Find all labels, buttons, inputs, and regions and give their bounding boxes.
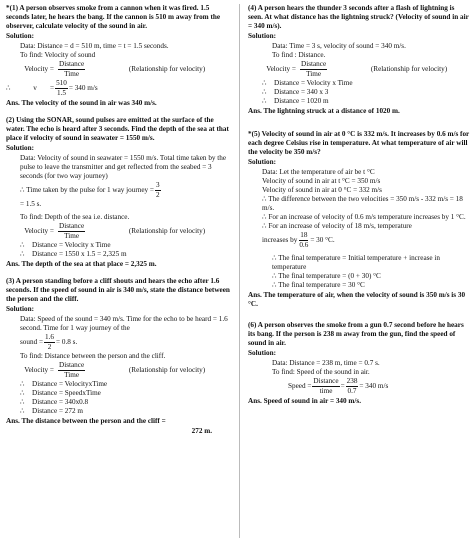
question-5 — [248, 130, 470, 309]
q5-line-4: ∴ The difference between the two velocities = 350 m/s - 332 m/s = 18 m/s. — [262, 195, 463, 212]
q1-to-find: To find: Velocity of sound — [20, 51, 96, 59]
q6-speed-calculation: Speed = $\frac{\text{Distance}}{\text{time}}$ = $\frac{238}{0.7}$ = 340 m/s — [288, 377, 389, 395]
relationship-note: (Relationship for velocity) — [128, 65, 206, 73]
right-column — [248, 4, 470, 406]
relationship-note: (Relationship for velocity) — [128, 227, 206, 235]
q4-answer: Ans. The lightning struck at a distance of 1020 m. — [248, 107, 400, 115]
q5-line-5: ∴ For an increase of velocity of 0.6 m/s temperature increases by 1 °C. — [262, 213, 466, 221]
left-column — [6, 4, 232, 436]
q5-step-1: ∴ The final temperature = Initial temperature + increase in temperature — [272, 254, 441, 271]
q2-time-result: = 1.5 s. — [20, 200, 42, 208]
solution-label: Solution: — [6, 32, 34, 40]
q6-data: Data: Distance = 238 m, time = 0.7 s. — [272, 359, 380, 367]
q4-step-2: ∴ Distance = 340 x 3 — [262, 88, 329, 96]
q2-step-2: ∴ Distance = 1550 x 1.5 = 2,325 m — [20, 250, 127, 258]
question-2-text: (2) Using the SONAR, sound pulses are emitted at the surface of the water. The echo is heard after 3 seconds. Find the depth of the sea at that place if velocity of sound in seawater = 1550 m/s. — [6, 116, 229, 142]
solution-label: Solution: — [6, 305, 34, 313]
solution-label: Solution: — [248, 32, 276, 40]
q2-answer: Ans. The depth of the sea at that place = 2,325 m. — [6, 260, 157, 268]
q5-line-2: Velocity of sound in air at t °C = 350 m/s — [262, 177, 381, 185]
question-6 — [248, 321, 470, 406]
q5-answer: Ans. The temperature of air, when the velocity of sound is 350 m/s is 30 °C. — [248, 291, 466, 308]
solution-label: Solution: — [6, 144, 34, 152]
question-1 — [6, 4, 232, 108]
q6-answer: Ans. Speed of sound in air = 340 m/s. — [248, 397, 361, 405]
q5-step-3: ∴ The final temperature = 30 °C — [272, 281, 365, 289]
question-4-text: (4) A person hears the thunder 3 seconds after a flash of lightning is seen. At what distance has the lightning struck? (Velocity of sound in air = 340 m/s). — [248, 4, 469, 30]
q6-to-find: To find: Speed of the sound in air. — [272, 368, 370, 376]
q3-velocity-formula: Velocity = $\frac{\text{Distance}}{\text{Time}}$ (Relationship for velocity) — [24, 361, 206, 379]
q1-calculation: ∴ v = $\frac{510}{1.5}$ = 340 m/s — [6, 79, 98, 97]
question-3-text: (3) A person standing before a cliff shouts and hears the echo after 1.6 seconds. If the speed of sound in air is 340 m/s, state the distance between the person and the cliff. — [6, 277, 230, 303]
column-divider — [239, 4, 240, 538]
important-mark: * — [6, 4, 10, 12]
question-3 — [6, 277, 232, 436]
q5-line-6: ∴ For an increase of velocity of 18 m/s, temperature — [262, 222, 412, 230]
q3-step-4: ∴ Distance = 272 m — [20, 407, 83, 415]
question-2 — [6, 116, 232, 269]
q1-velocity-formula: Velocity = $\frac{\text{Distance}}{\text{Time}}$ (Relationship for velocity) — [24, 60, 206, 78]
q3-step-3: ∴ Distance = 340x0.8 — [20, 398, 89, 406]
q4-data: Data: Time = 3 s, velocity of sound = 340 m/s. — [272, 42, 406, 50]
q5-step-2: ∴ The final temperature = (0 + 30) °C — [272, 272, 381, 280]
relationship-note: (Relationship for velocity) — [128, 366, 206, 374]
q4-to-find: To find : Distance. — [272, 51, 326, 59]
q4-velocity-formula: Velocity = $\frac{\text{Distance}}{\text{Time}}$ (Relationship for velocity) — [266, 60, 448, 78]
q4-step-1: ∴ Distance = Velocity x Time — [262, 79, 353, 87]
relationship-note: (Relationship for velocity) — [370, 65, 448, 73]
q5-data: Data: Let the temperature of air be t °C — [262, 168, 375, 176]
important-mark: * — [248, 130, 252, 138]
q5-line-3: Velocity of sound in air at 0 °C = 332 m/s — [262, 186, 382, 194]
q3-answer-value: 272 m. — [191, 427, 212, 435]
q3-step-1: ∴ Distance = VelocityxTime — [20, 380, 108, 388]
q2-velocity-formula: Velocity = $\frac{\text{Distance}}{\text{Time}}$ (Relationship for velocity) — [24, 222, 206, 240]
question-4 — [248, 4, 470, 116]
q4-step-3: ∴ Distance = 1020 m — [262, 97, 329, 105]
q1-data: Data: Distance = d = 510 m, time = t = 1.5 seconds. — [20, 42, 169, 50]
question-1-text: *(1) A person observes smoke from a cannon when it was fired. 1.5 seconds later, he hears the bang. If the cannon is 510 m away from the observer, calculate velocity of the sound in air. — [6, 4, 221, 30]
question-5-text: *(5) Velocity of sound in air at 0 °C is 332 m/s. It increases by 0.6 m/s for each degree Celsius rise in temperature. At what temperature of air will the velocity be 350 m/s? — [248, 130, 470, 156]
q3-step-2: ∴ Distance = SpeedxTime — [20, 389, 101, 397]
q2-one-way-time: ∴ Time taken by the pulse for 1 way journey = $\frac{3}{2}$ — [20, 181, 160, 199]
solution-label: Solution: — [248, 158, 276, 166]
q2-data: Data: Velocity of sound in seawater = 1550 m/s. Total time taken by the pulse to leave the transmitter and get reflected from the seabed = 3 seconds (for two way journey) — [20, 154, 227, 180]
q3-data: Data: Speed of the sound = 340 m/s. Time for the echo to be heard = 1.6 second. Time for 1 way journey of the — [20, 315, 228, 332]
q2-to-find: To find: Depth of the sea i.e. distance. — [20, 213, 130, 221]
q5-temperature-increase: increases by $\frac{18}{0.6}$ = 30 °C. — [262, 231, 335, 249]
q3-answer: Ans. The distance between the person and the cliff = — [6, 417, 166, 425]
q1-answer: Ans. The velocity of the sound in air was 340 m/s. — [6, 99, 157, 107]
q3-to-find: To find: Distance between the person and the cliff. — [20, 352, 166, 360]
q2-step-1: ∴ Distance = Velocity x Time — [20, 241, 111, 249]
question-6-text: (6) A person observes the smoke from a gun 0.7 second before he hears its bang. If the person is 238 m away from the gun, find the speed of sound in air. — [248, 321, 464, 347]
solution-label: Solution: — [248, 349, 276, 357]
q3-one-way-time: sound = $\frac{1.6}{2}$ = 0.8 s. — [20, 333, 78, 351]
